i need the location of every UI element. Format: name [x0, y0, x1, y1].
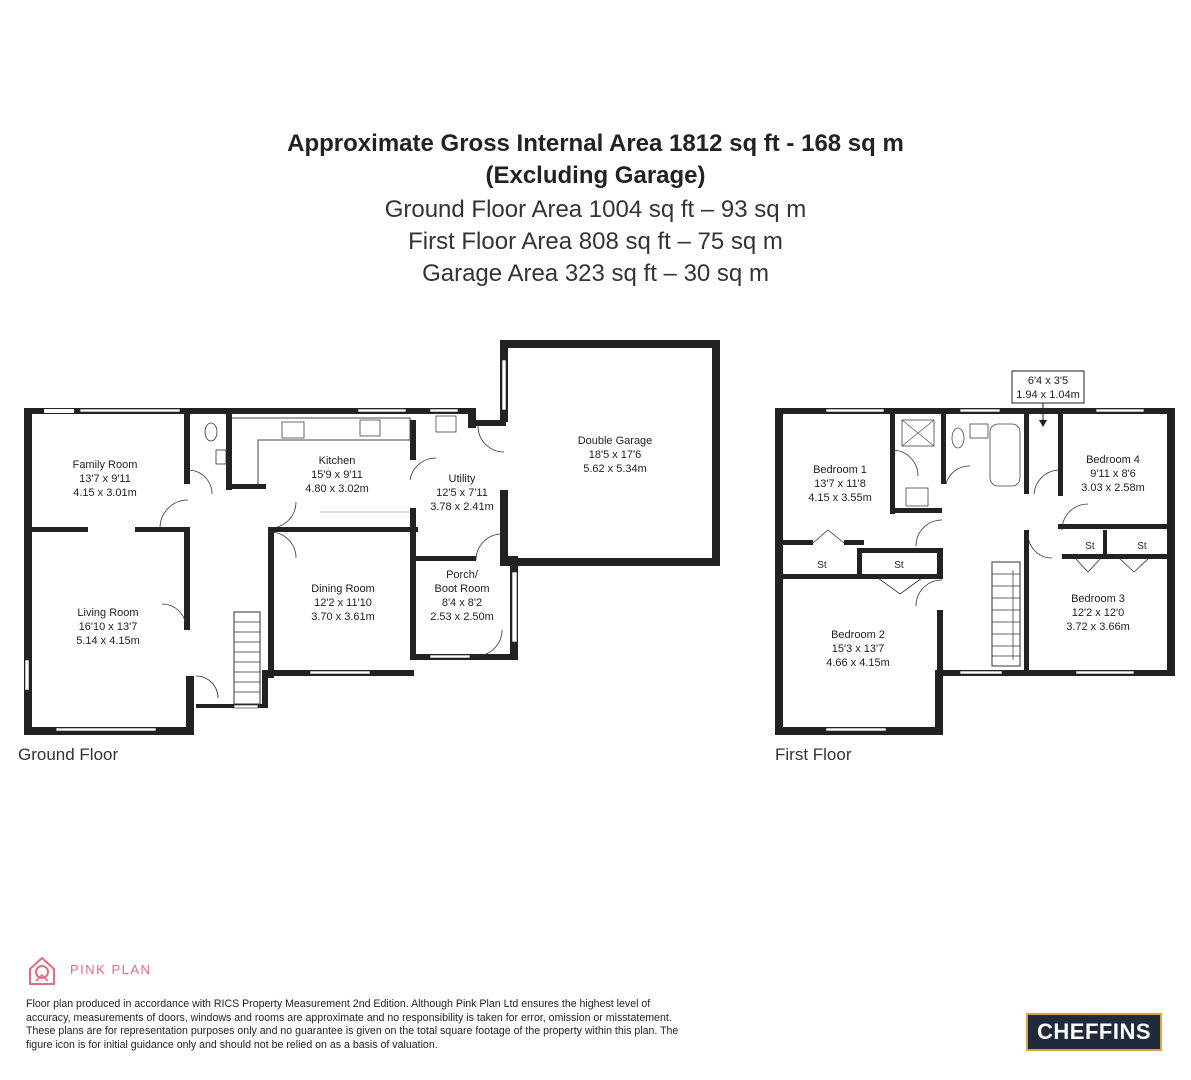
family-room-name: Family Room [72, 459, 138, 471]
landing-dimension-imperial: 6'4 x 3'5 [1027, 375, 1069, 387]
bedroom3-imperial: 12'2 x 12'0 [1071, 607, 1125, 619]
first-floor-area: First Floor Area 808 sq ft – 75 sq m [408, 228, 783, 255]
utility-imperial: 12'5 x 7'11 [436, 487, 488, 499]
bedroom4-name: Bedroom 4 [1086, 454, 1140, 466]
kitchen-metric: 4.80 x 3.02m [305, 483, 369, 495]
bedroom4-metric: 3.03 x 2.58m [1081, 482, 1145, 494]
first-floor-stairs [992, 562, 1020, 666]
disclaimer-text: Floor plan produced in accordance with RICS Property Measurement 2nd Edition. Although Pink Plan Ltd ensures the highest level of accuracy, measurements of doors, windows and rooms are approximate and no responsibility is taken for error, omission or misstatement. These plans are for representation purposes only and no guarantee is given on the total square footage of the property within this plan. The figure icon is for initial guidance only and should not be relied on as a basis of valuation. [26, 998, 679, 1051]
landing-dimension-metric: 1.94 x 1.04m [1016, 389, 1080, 401]
dining-room-imperial: 12'2 x 11'10 [314, 597, 372, 609]
porch-name-line2: Boot Room [434, 583, 490, 595]
living-room-metric: 5.14 x 4.15m [76, 635, 140, 647]
bedroom3-name: Bedroom 3 [1071, 593, 1125, 605]
family-room-imperial: 13'7 x 9'11 [79, 473, 131, 485]
ground-floor-stairs [234, 612, 260, 704]
bedroom2-name: Bedroom 2 [831, 629, 885, 641]
garage-imperial: 18'5 x 17'6 [588, 449, 642, 461]
ground-floor-plan [24, 340, 720, 735]
dining-room-metric: 3.70 x 3.61m [311, 611, 375, 623]
bedroom1-name: Bedroom 1 [813, 464, 867, 476]
living-room-imperial: 16'10 x 13'7 [78, 621, 138, 633]
living-room-name: Living Room [77, 607, 139, 619]
dining-room-name: Dining Room [311, 583, 375, 595]
storage-label: St [817, 560, 827, 571]
garage-metric: 5.62 x 5.34m [583, 463, 647, 475]
bedroom4-imperial: 9'11 x 8'6 [1090, 468, 1136, 480]
bedroom2-metric: 4.66 x 4.15m [826, 657, 890, 669]
storage-label: St [894, 560, 904, 571]
porch-metric: 2.53 x 2.50m [430, 611, 494, 623]
ground-floor-label: Ground Floor [18, 745, 119, 764]
kitchen-imperial: 15'9 x 9'11 [311, 469, 363, 481]
area-title-note: (Excluding Garage) [485, 162, 706, 189]
bedroom1-metric: 4.15 x 3.55m [808, 492, 872, 504]
cheffins-logo: CHEFFINS [1026, 1013, 1162, 1051]
porch-imperial: 8'4 x 8'2 [441, 597, 483, 609]
bedroom3-metric: 3.72 x 3.66m [1066, 621, 1130, 633]
utility-name: Utility [448, 473, 476, 485]
storage-label: St [1137, 541, 1147, 552]
pink-plan-wordmark: PINK PLAN [70, 962, 152, 977]
ground-floor-area: Ground Floor Area 1004 sq ft – 93 sq m [384, 196, 807, 223]
family-room-metric: 4.15 x 3.01m [73, 487, 137, 499]
storage-label: St [1085, 541, 1095, 552]
garage-area: Garage Area 323 sq ft – 30 sq m [422, 260, 769, 287]
kitchen-name: Kitchen [318, 455, 356, 467]
bedroom1-imperial: 13'7 x 11'8 [814, 478, 866, 490]
first-floor-label: First Floor [775, 745, 852, 764]
area-title: Approximate Gross Internal Area 1812 sq ft - 168 sq m [287, 130, 904, 157]
first-floor-plan [775, 371, 1175, 735]
garage-name: Double Garage [577, 435, 653, 447]
porch-name-line1: Porch/ [446, 569, 478, 581]
utility-metric: 3.78 x 2.41m [430, 501, 494, 513]
bedroom2-imperial: 15'3 x 13'7 [831, 643, 885, 655]
